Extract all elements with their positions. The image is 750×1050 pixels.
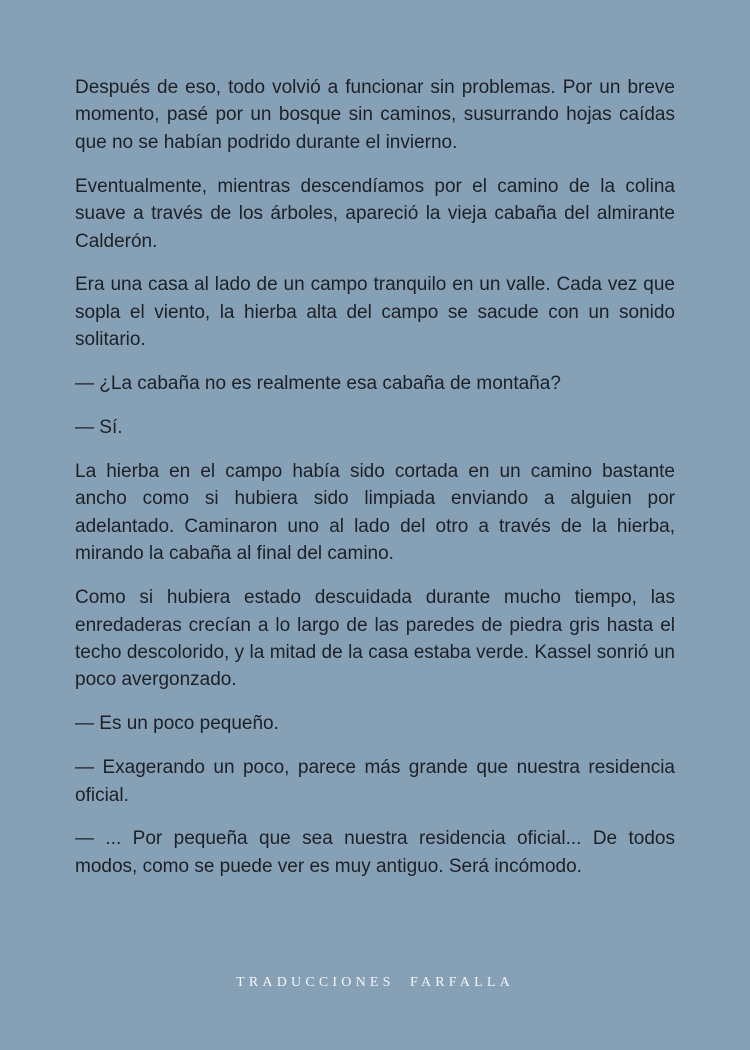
dialogue-line: — Exagerando un poco, parece más grande que nuestra residencia oficial.: [75, 757, 675, 806]
footer-credit: TRADUCCIONES FARFALLA: [236, 975, 514, 990]
paragraph: Eventualmente, mientras descendíamos por el camino de la colina suave a través de los árboles, apareció la vieja cabaña del almirante Calderón.: [75, 175, 675, 252]
paragraph: Era una casa al lado de un campo tranquilo en un valle. Cada vez que sopla el viento, la hierba alta del campo se sacude con un sonido solitario.: [75, 274, 675, 351]
dialogue-line: — Sí.: [75, 417, 123, 439]
dialogue-line: — ¿La cabaña no es realmente esa cabaña de montaña?: [75, 373, 561, 395]
paragraph: Después de eso, todo volvió a funcionar sin problemas. Por un breve momento, pasé por un bosque sin caminos, susurrando hojas caídas que no se habían podrido durante el invierno.: [75, 77, 675, 153]
paragraph: La hierba en el campo había sido cortada en un camino bastante ancho como si hubiera sido limpiada enviando a alguien por adelantado. Caminaron uno al lado del otro a través de la hierba, mirando la cabaña al final del camino.: [75, 460, 675, 565]
page-body: [75, 74, 675, 897]
dialogue-line: — ... Por pequeña que sea nuestra residencia oficial... De todos modos, como se puede ver es muy antiguo. Será incómodo.: [75, 828, 675, 877]
dialogue-line: — Es un poco pequeño.: [75, 713, 279, 735]
paragraph: Como si hubiera estado descuidada durante mucho tiempo, las enredaderas crecían a lo largo de las paredes de piedra gris hasta el techo descolorido, y la mitad de la casa estaba verde. Kassel sonrió un poco avergonzado.: [75, 587, 675, 691]
